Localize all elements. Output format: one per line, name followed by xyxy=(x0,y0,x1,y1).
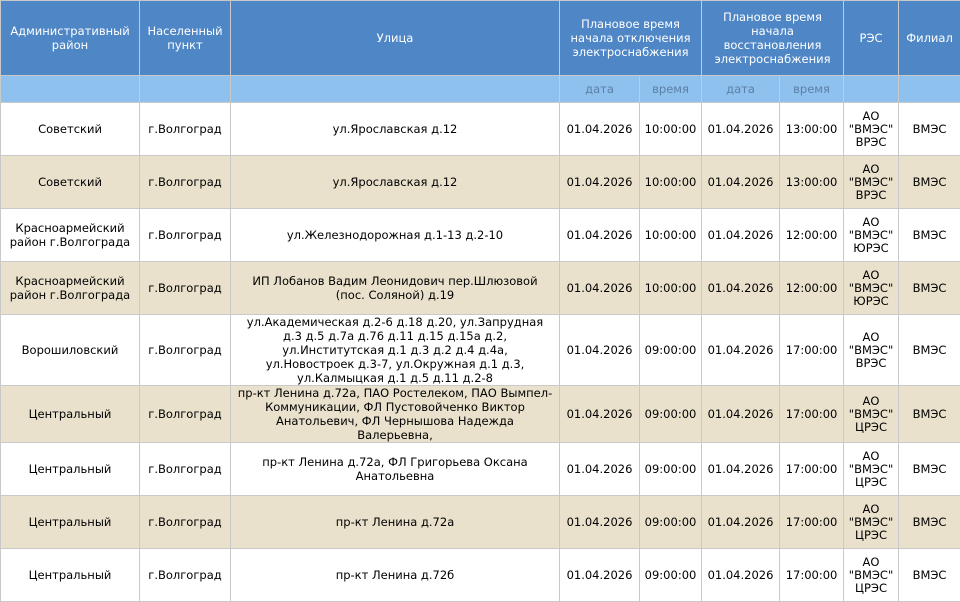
table-row xyxy=(1,103,960,156)
cell-branch: ВМЭС xyxy=(899,443,960,496)
cell-branch: ВМЭС xyxy=(899,209,960,262)
cell-locality: г.Волгоград xyxy=(140,156,231,209)
cell-on-date: 01.04.2026 xyxy=(702,386,780,443)
cell-off-date: 01.04.2026 xyxy=(560,315,640,386)
table-body xyxy=(1,103,960,602)
res-line: "ВМЭС" xyxy=(849,281,893,295)
cell-locality: г.Волгоград xyxy=(140,315,231,386)
header-off-time: Плановое время начала отключения электроснабжения xyxy=(560,1,702,76)
cell-res xyxy=(844,549,899,602)
cell-off-time: 09:00:00 xyxy=(640,315,702,386)
res-line: АО xyxy=(863,394,880,408)
res-line: ЦРЭС xyxy=(855,420,887,434)
cell-district: Центральный xyxy=(1,443,140,496)
res-line: "ВМЭС" xyxy=(849,462,893,476)
cell-off-date: 01.04.2026 xyxy=(560,103,640,156)
table-row xyxy=(1,262,960,315)
cell-on-date: 01.04.2026 xyxy=(702,315,780,386)
cell-off-date: 01.04.2026 xyxy=(560,549,640,602)
cell-on-time: 13:00:00 xyxy=(780,156,844,209)
cell-off-date: 01.04.2026 xyxy=(560,156,640,209)
cell-locality: г.Волгоград xyxy=(140,496,231,549)
res-line: ВРЭС xyxy=(856,356,887,370)
cell-locality: г.Волгоград xyxy=(140,262,231,315)
cell-district: Центральный xyxy=(1,386,140,443)
cell-on-time: 13:00:00 xyxy=(780,103,844,156)
res-line: ЦРЭС xyxy=(855,528,887,542)
cell-on-time: 12:00:00 xyxy=(780,209,844,262)
cell-on-date: 01.04.2026 xyxy=(702,103,780,156)
table-row xyxy=(1,386,960,443)
cell-off-date: 01.04.2026 xyxy=(560,386,640,443)
cell-res xyxy=(844,315,899,386)
res-line: АО xyxy=(863,449,880,463)
cell-off-date: 01.04.2026 xyxy=(560,496,640,549)
subheader-off-date: дата xyxy=(560,76,640,103)
res-line: АО xyxy=(863,330,880,344)
subheader-on-date: дата xyxy=(702,76,780,103)
res-line: ЦРЭС xyxy=(855,475,887,489)
cell-on-time: 17:00:00 xyxy=(780,549,844,602)
header-res: РЭС xyxy=(844,1,899,76)
cell-off-time: 09:00:00 xyxy=(640,386,702,443)
cell-on-date: 01.04.2026 xyxy=(702,262,780,315)
cell-res xyxy=(844,386,899,443)
cell-street: ул.Железнодорожная д.1-13 д.2-10 xyxy=(231,209,560,262)
cell-on-date: 01.04.2026 xyxy=(702,496,780,549)
res-line: АО xyxy=(863,215,880,229)
cell-on-date: 01.04.2026 xyxy=(702,156,780,209)
cell-street: ул.Ярославская д.12 xyxy=(231,103,560,156)
cell-street: ул.Академическая д.2-6 д.18 д.20, ул.Запрудная д.3 д.5 д.7а д.76 д.11 д.15 д.15а д.2, ул.Институтская д.1 д.3 д.2 д.4 д.4а, ул.Новостроек д.3-7, ул.Окружная д.1 д.3, ул.Калмыцкая д.1 д.5 д.11 д.2-8 xyxy=(231,315,560,386)
subheader-empty-res xyxy=(844,76,899,103)
cell-district: Советский xyxy=(1,156,140,209)
table-row xyxy=(1,443,960,496)
cell-street: пр-кт Ленина д.72а, ФЛ Григорьева Оксана Анатольевна xyxy=(231,443,560,496)
cell-off-time: 10:00:00 xyxy=(640,209,702,262)
header-district: Административный район xyxy=(1,1,140,76)
cell-locality: г.Волгоград xyxy=(140,386,231,443)
cell-off-time: 09:00:00 xyxy=(640,549,702,602)
cell-branch: ВМЭС xyxy=(899,262,960,315)
cell-on-date: 01.04.2026 xyxy=(702,209,780,262)
res-line: "ВМЭС" xyxy=(849,343,893,357)
res-line: АО xyxy=(863,555,880,569)
cell-off-time: 10:00:00 xyxy=(640,103,702,156)
cell-locality: г.Волгоград xyxy=(140,549,231,602)
cell-off-date: 01.04.2026 xyxy=(560,443,640,496)
res-line: "ВМЭС" xyxy=(849,122,893,136)
cell-locality: г.Волгоград xyxy=(140,209,231,262)
cell-district: Красноармейский район г.Волгограда xyxy=(1,209,140,262)
header-locality: Населенный пункт xyxy=(140,1,231,76)
subheader-empty-branch xyxy=(899,76,960,103)
header-street: Улица xyxy=(231,1,560,76)
cell-branch: ВМЭС xyxy=(899,386,960,443)
res-line: ЮРЭС xyxy=(853,241,888,255)
cell-off-time: 09:00:00 xyxy=(640,443,702,496)
subheader-empty-street xyxy=(231,76,560,103)
subheader-empty-district xyxy=(1,76,140,103)
cell-street: пр-кт Ленина д.72а, ПАО Ростелеком, ПАО Вымпел-Коммуникации, ФЛ Пустовойченко Виктор Анатольевич, ФЛ Чернышова Надежда Валерьевна, xyxy=(231,386,560,443)
table-row xyxy=(1,549,960,602)
cell-district: Центральный xyxy=(1,496,140,549)
cell-street: ИП Лобанов Вадим Леонидович пер.Шлюзовой (пос. Соляной) д.19 xyxy=(231,262,560,315)
cell-res xyxy=(844,103,899,156)
cell-branch: ВМЭС xyxy=(899,496,960,549)
res-line: "ВМЭС" xyxy=(849,568,893,582)
cell-off-date: 01.04.2026 xyxy=(560,209,640,262)
cell-branch: ВМЭС xyxy=(899,156,960,209)
header-restore-time: Плановое время начала восстановления электроснабжения xyxy=(702,1,844,76)
cell-locality: г.Волгоград xyxy=(140,443,231,496)
cell-district: Ворошиловский xyxy=(1,315,140,386)
cell-off-time: 10:00:00 xyxy=(640,262,702,315)
cell-on-date: 01.04.2026 xyxy=(702,549,780,602)
res-line: АО xyxy=(863,268,880,282)
cell-district: Центральный xyxy=(1,549,140,602)
res-line: "ВМЭС" xyxy=(849,407,893,421)
cell-on-time: 17:00:00 xyxy=(780,496,844,549)
cell-on-time: 12:00:00 xyxy=(780,262,844,315)
res-line: АО xyxy=(863,109,880,123)
subheader-off-time: время xyxy=(640,76,702,103)
res-line: ЮРЭС xyxy=(853,294,888,308)
cell-branch: ВМЭС xyxy=(899,549,960,602)
cell-district: Красноармейский район г.Волгограда xyxy=(1,262,140,315)
table-row xyxy=(1,156,960,209)
table-row xyxy=(1,209,960,262)
cell-res xyxy=(844,209,899,262)
cell-off-time: 09:00:00 xyxy=(640,496,702,549)
cell-branch: ВМЭС xyxy=(899,103,960,156)
res-line: ВРЭС xyxy=(856,135,887,149)
cell-street: пр-кт Ленина д.72б xyxy=(231,549,560,602)
cell-res xyxy=(844,443,899,496)
res-line: ВРЭС xyxy=(856,188,887,202)
cell-on-time: 17:00:00 xyxy=(780,386,844,443)
res-line: АО xyxy=(863,162,880,176)
cell-district: Советский xyxy=(1,103,140,156)
res-line: "ВМЭС" xyxy=(849,515,893,529)
subheader-on-time: время xyxy=(780,76,844,103)
subheader-row xyxy=(1,76,960,103)
cell-street: пр-кт Ленина д.72а xyxy=(231,496,560,549)
res-line: АО xyxy=(863,502,880,516)
cell-res xyxy=(844,262,899,315)
cell-branch: ВМЭС xyxy=(899,315,960,386)
cell-off-date: 01.04.2026 xyxy=(560,262,640,315)
subheader-empty-locality xyxy=(140,76,231,103)
cell-on-time: 17:00:00 xyxy=(780,443,844,496)
cell-on-time: 17:00:00 xyxy=(780,315,844,386)
table-row xyxy=(1,496,960,549)
res-line: ЦРЭС xyxy=(855,581,887,595)
cell-res xyxy=(844,156,899,209)
res-line: "ВМЭС" xyxy=(849,228,893,242)
header-row xyxy=(1,1,960,76)
cell-street: ул.Ярославская д.12 xyxy=(231,156,560,209)
res-line: "ВМЭС" xyxy=(849,175,893,189)
cell-on-date: 01.04.2026 xyxy=(702,443,780,496)
table-row xyxy=(1,315,960,386)
cell-res xyxy=(844,496,899,549)
table-header xyxy=(1,1,960,103)
cell-locality: г.Волгоград xyxy=(140,103,231,156)
header-branch: Филиал xyxy=(899,1,960,76)
cell-off-time: 10:00:00 xyxy=(640,156,702,209)
